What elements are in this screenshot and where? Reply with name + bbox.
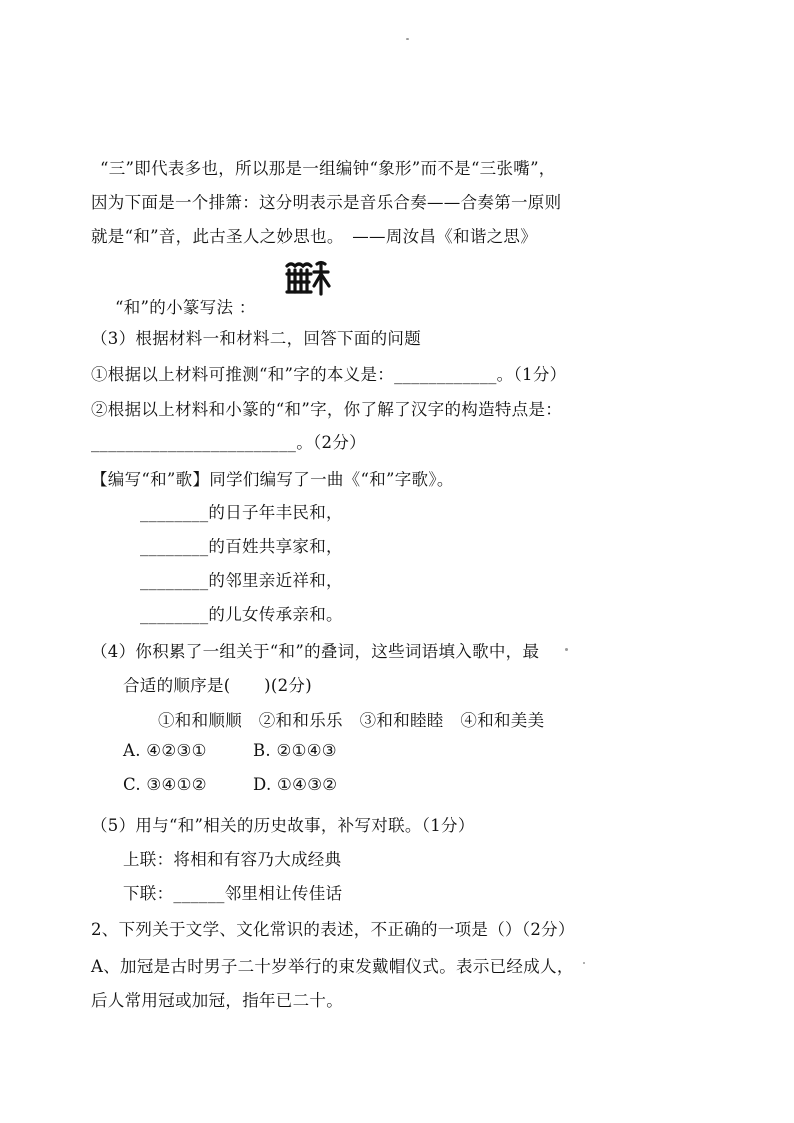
q4-line-2: 合适的顺序是( )(2分) [123,676,312,695]
q5-upper: 上联：将相和有容乃大成经典 [123,850,342,869]
song-line-2: ________的百姓共享家和， [140,537,343,556]
q3-sub1: ①根据以上材料可推测“和”字的本义是：____________。（1分） [91,365,567,384]
q3-sub2-line2: ________________________。（2分） [91,433,366,452]
q4-words: ①和和顺顺 ②和和乐乐 ③和和睦睦 ④和和美美 [158,711,545,730]
q5-title: （5）用与“和”相关的历史故事，补写对联。（1分） [91,816,475,835]
scan-speck [565,648,568,651]
para-line-2: 因为下面是一个排箫：这分明表示是音乐合奏——合奏第一原则 [91,193,562,212]
q3-sub2-line1: ②根据以上材料和小篆的“和”字，你了解了汉字的构造特点是： [91,400,563,419]
seal-script-he-icon [283,258,331,298]
q4-line-1: （4）你积累了一组关于“和”的叠词，这些词语填入歌中，最 [91,642,540,661]
scan-speck [583,962,585,964]
q4-option-b: B. ②①④③ [253,741,337,760]
para-line-1: “三”即代表多也，所以那是一组编钟“象形”而不是“三张嘴”， [100,159,556,178]
scan-speck [406,38,409,40]
q2-title: 2、下列关于文学、文化常识的表述，不正确的一项是（）（2分） [91,920,575,939]
seal-label: “和”的小篆写法 ： [115,298,256,317]
song-line-3: ________的邻里亲近祥和， [140,571,343,590]
q4-option-a: A. ④②③① [123,741,207,760]
q2-option-a-line2: 后人常用冠或加冠，指年已二十。 [91,991,343,1010]
song-line-4: ________的儿女传承亲和。 [140,605,343,624]
q4-option-c: C. ③④①② [123,775,207,794]
song-line-1: ________的日子年丰民和， [140,503,343,522]
q2-option-a-line1: A、加冠是古时男子二十岁举行的束发戴帽仪式。表示已经成人， [91,957,574,976]
q5-lower: 下联：______邻里相让传佳话 [123,884,343,903]
q4-option-d: D. ①④③② [253,775,338,794]
para-line-3: 就是“和”音，此古圣人之妙思也。 ——周汝昌《和谐之思》 [91,227,538,246]
q3-title: （3）根据材料一和材料二，回答下面的问题 [91,329,421,348]
song-intro: 【编写“和”歌】同学们编写了一曲《“和”字歌》。 [91,470,454,489]
